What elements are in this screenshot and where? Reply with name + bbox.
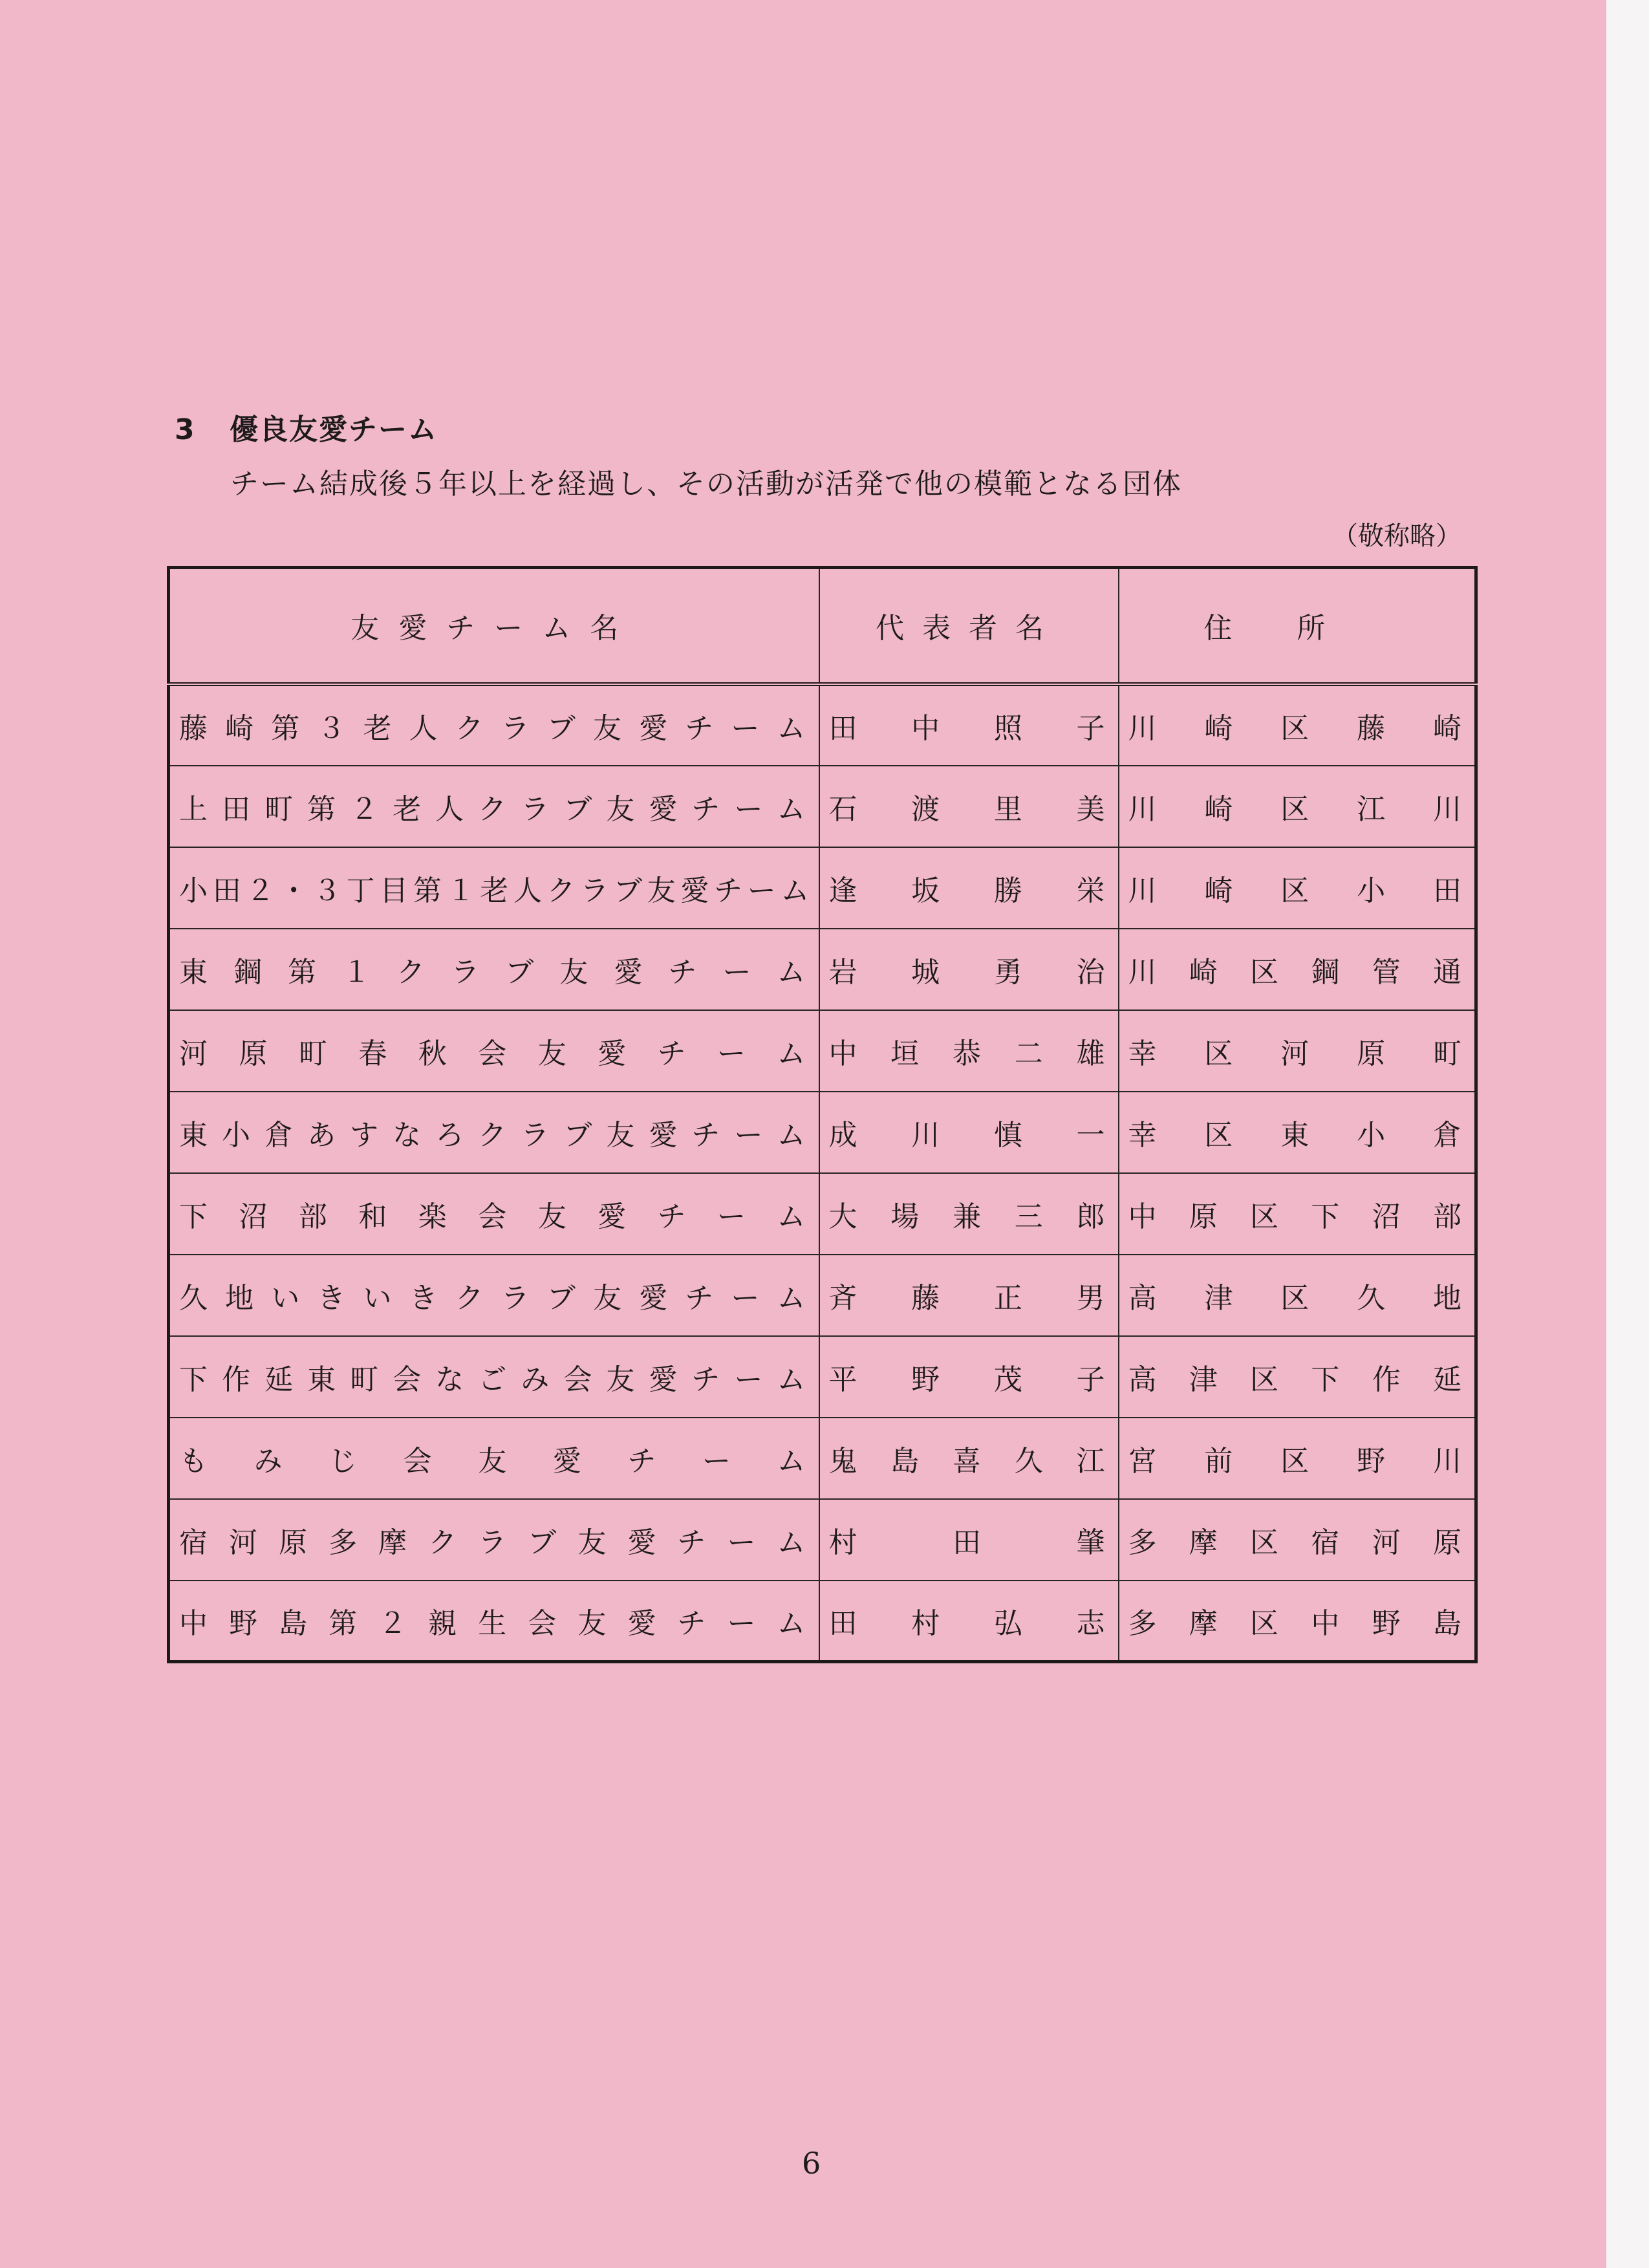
representative-name: 村田肇 — [819, 1499, 1119, 1581]
table-row — [169, 1499, 1476, 1581]
address: 川崎区藤崎 — [1119, 684, 1476, 766]
team-name: 中野島第２親生会友愛チーム — [169, 1581, 819, 1662]
representative-name: 鬼島喜久江 — [819, 1418, 1119, 1499]
address: 川崎区鋼管通 — [1119, 929, 1476, 1010]
section-title: 優良友愛チーム — [230, 413, 438, 446]
representative-name: 田中照子 — [819, 684, 1119, 766]
table-header-row — [169, 568, 1476, 684]
table-row — [169, 1581, 1476, 1662]
address: 高津区下作延 — [1119, 1336, 1476, 1418]
address: 幸区河原町 — [1119, 1010, 1476, 1092]
representative-name: 大場兼三郎 — [819, 1173, 1119, 1255]
page-number: 6 — [802, 2146, 821, 2181]
honorific-note: （敬称略） — [1332, 521, 1461, 551]
team-name: 上田町第２老人クラブ友愛チーム — [169, 766, 819, 847]
representative-name: 岩城勇治 — [819, 929, 1119, 1010]
address: 川崎区小田 — [1119, 847, 1476, 929]
address: 多摩区宿河原 — [1119, 1499, 1476, 1581]
table-row — [169, 929, 1476, 1010]
team-name: 藤崎第３老人クラブ友愛チーム — [169, 684, 819, 766]
header-team-name: 友愛チーム名 — [169, 568, 819, 684]
team-name: 下作延東町会なごみ会友愛チーム — [169, 1336, 819, 1418]
table-row — [169, 1255, 1476, 1336]
team-name: 久地いきいきクラブ友愛チーム — [169, 1255, 819, 1336]
team-name: 宿河原多摩クラブ友愛チーム — [169, 1499, 819, 1581]
address: 多摩区中野島 — [1119, 1581, 1476, 1662]
address: 川崎区江川 — [1119, 766, 1476, 847]
table-row — [169, 684, 1476, 766]
representative-name: 斉藤正男 — [819, 1255, 1119, 1336]
section-heading — [175, 406, 438, 448]
team-name: 小田２・３丁目第１老人クラブ友愛チーム — [169, 847, 819, 929]
header-representative: 代表者名 — [819, 568, 1119, 684]
table-row — [169, 766, 1476, 847]
address: 中原区下沼部 — [1119, 1173, 1476, 1255]
representative-name: 平野茂子 — [819, 1336, 1119, 1418]
table-row — [169, 847, 1476, 929]
representative-name: 石渡里美 — [819, 766, 1119, 847]
representative-name: 成川慎一 — [819, 1092, 1119, 1173]
team-name: 下沼部和楽会友愛チーム — [169, 1173, 819, 1255]
team-name: 河原町春秋会友愛チーム — [169, 1010, 819, 1092]
representative-name: 中垣恭二雄 — [819, 1010, 1119, 1092]
page-edge — [1606, 0, 1649, 2268]
table-row — [169, 1092, 1476, 1173]
representative-name: 田村弘志 — [819, 1581, 1119, 1662]
address: 幸区東小倉 — [1119, 1092, 1476, 1173]
table-row — [169, 1336, 1476, 1418]
table-row — [169, 1173, 1476, 1255]
section-description: チーム結成後５年以上を経過し、その活動が活発で他の模範となる団体 — [230, 468, 1182, 501]
team-table — [167, 566, 1478, 1663]
table-row — [169, 1418, 1476, 1499]
team-name: もみじ会友愛チーム — [169, 1418, 819, 1499]
section-number: 3 — [175, 413, 196, 446]
address: 宮前区野川 — [1119, 1418, 1476, 1499]
team-name: 東鋼第１クラブ友愛チーム — [169, 929, 819, 1010]
team-name: 東小倉あすなろクラブ友愛チーム — [169, 1092, 819, 1173]
representative-name: 逢坂勝栄 — [819, 847, 1119, 929]
header-address: 住所 — [1119, 568, 1476, 684]
table-row — [169, 1010, 1476, 1092]
address: 高津区久地 — [1119, 1255, 1476, 1336]
